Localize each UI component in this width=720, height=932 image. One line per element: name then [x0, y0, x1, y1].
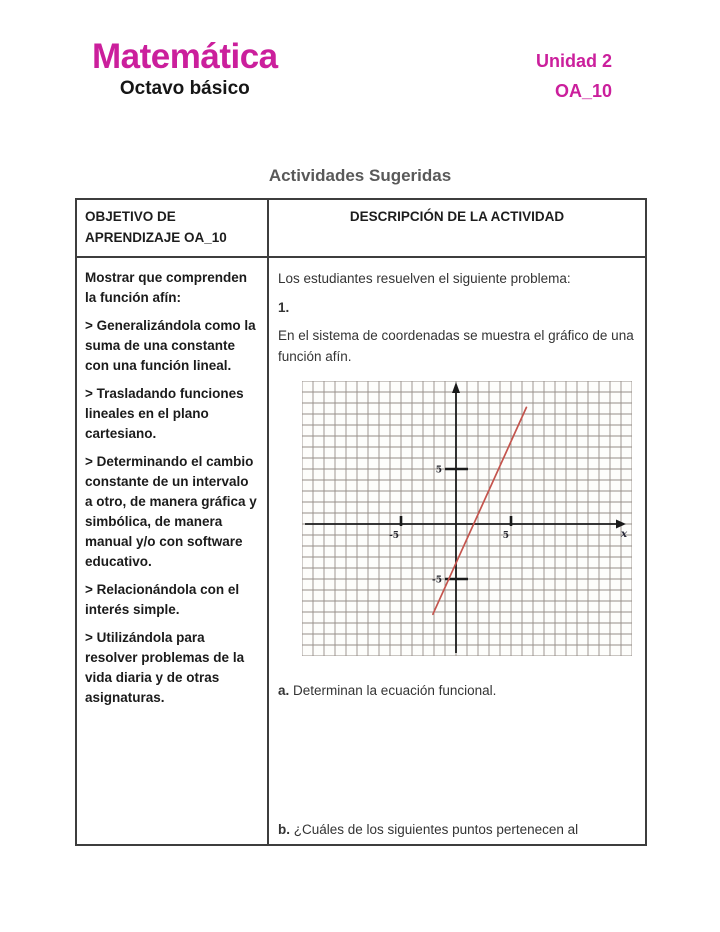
activity-item-number: 1.: [278, 300, 290, 315]
subject-title: Matemática: [92, 37, 278, 76]
activity-table: [75, 198, 647, 846]
objective-bullet: > Trasladando funciones lineales en el plano cartesiano.: [85, 386, 244, 441]
description-column-header: DESCRIPCIÓN DE LA ACTIVIDAD: [268, 199, 646, 257]
oa-code-label: OA_10: [554, 81, 612, 101]
objective-bullet: > Generalizándola como la suma de una constante con una función lineal.: [85, 318, 256, 373]
table-header-row: [76, 199, 646, 257]
question-b-label: b.: [278, 822, 290, 837]
question-a-text: Determinan la ecuación funcional.: [289, 683, 497, 698]
question-a-label: a.: [278, 683, 290, 698]
svg-text:-5: -5: [432, 575, 442, 586]
objective-bullet: > Relacionándola con el interés simple.: [85, 582, 240, 617]
objective-intro: Mostrar que comprenden la función afín:: [85, 270, 248, 305]
unit-label: Unidad 2: [535, 51, 612, 71]
question-b-text: ¿Cuáles de los siguientes puntos pertenecen al: [290, 822, 579, 837]
table-body-row: [76, 257, 646, 845]
grade-subtitle: Octavo básico: [119, 78, 250, 99]
question-b: [278, 819, 635, 840]
header-brand: [92, 38, 278, 100]
question-a: [278, 680, 635, 701]
section-title: Actividades Sugeridas: [268, 166, 452, 185]
activity-intro: Los estudiantes resuelven el siguiente problema:: [278, 271, 571, 286]
objective-bullet: > Determinando el cambio constante de un intervalo a otro, de manera gráfica y simbólica, de manera manual y/o con software educativo.: [85, 454, 257, 569]
svg-text:5: 5: [435, 465, 442, 476]
coordinate-grid-svg: [302, 381, 632, 656]
unit-block: [536, 46, 612, 106]
problem-statement: En el sistema de coordenadas se muestra el gráfico de una función afín.: [278, 328, 634, 364]
svg-text:5: 5: [502, 531, 509, 541]
svg-text:x: x: [620, 528, 628, 540]
svg-text:-5: -5: [389, 531, 399, 541]
activity-cell: [268, 257, 646, 845]
objective-cell: [76, 257, 268, 845]
objective-column-header: OBJETIVO DE APRENDIZAJE OA_10: [76, 199, 268, 257]
objective-bullet: > Utilizándola para resolver problemas de la vida diaria y de otras asignaturas.: [85, 630, 245, 705]
function-graph: [302, 381, 635, 656]
